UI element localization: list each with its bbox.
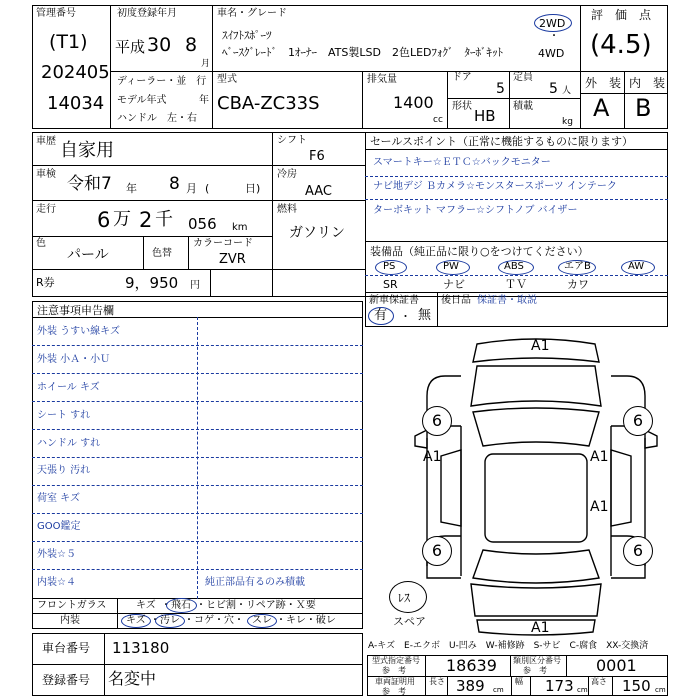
chassis-label: 車台番号 bbox=[42, 641, 91, 655]
mileage-unit: km bbox=[232, 222, 248, 233]
capacity-label: 定員 bbox=[513, 72, 533, 83]
model-code-label: 型式 bbox=[217, 74, 237, 85]
equip-ps: PS bbox=[383, 261, 396, 272]
damage-legend: A-キズ E-エクボ U-凹み W-補修跡 S-サビ C-腐食 XX-交換済 bbox=[368, 641, 649, 651]
doors-value: 5 bbox=[496, 81, 505, 97]
ac-label: 冷房 bbox=[277, 169, 297, 180]
sales-line-2: ナビ地デジ Ｂカメラ☆モンスタースポーツ インテーク bbox=[373, 181, 617, 192]
int-sep: ・ bbox=[150, 615, 160, 626]
exterior-label: 外 装 bbox=[585, 76, 622, 90]
spare-stamp-text: ﾚｽ bbox=[398, 591, 411, 605]
car-name: ｽｲﾌﾄｽﾎﾟｰﾂ bbox=[222, 29, 272, 42]
capacity-value: 5 bbox=[549, 81, 558, 97]
spare-label: スペア bbox=[393, 615, 426, 628]
car-grade: ﾍﾞｰｽｸﾞﾚｰﾄﾞ 1ｵｰﾅｰ ATS製LSD 2色LEDﾌｫｸﾞ ﾀｰﾎﾞｷｯﾄ bbox=[222, 46, 503, 59]
tire-rear-right: 6 bbox=[623, 536, 653, 566]
rating-score: (4.5) bbox=[590, 30, 652, 60]
interior-label: 内 装 bbox=[629, 76, 666, 90]
mileage-man-unit: 万 bbox=[113, 209, 131, 230]
equip-aw: AW bbox=[628, 261, 645, 272]
glass-scratch: キズ bbox=[136, 600, 156, 611]
tire-front-left: 6 bbox=[422, 406, 452, 436]
int-rest: ・キレ・破レ bbox=[276, 615, 336, 626]
damage-a1-rear: A1 bbox=[531, 620, 550, 636]
mileage-sen-unit: 千 bbox=[155, 209, 173, 230]
height-unit: cm bbox=[655, 686, 666, 694]
drive-2wd: 2WD bbox=[539, 17, 566, 30]
warranty-dot: ・ bbox=[400, 310, 411, 323]
int-scratch: キズ bbox=[126, 615, 146, 626]
note-row: シート すれ bbox=[37, 410, 91, 421]
shape-label: 形状 bbox=[452, 101, 472, 112]
lot-code: (T1) bbox=[49, 31, 88, 53]
drive-dot: ・ bbox=[549, 31, 559, 42]
afterday-label: 後日品 bbox=[441, 295, 471, 306]
model-code: CBA-ZC33S bbox=[217, 93, 320, 114]
drive-4wd: 4WD bbox=[538, 47, 565, 60]
height-value: 150 bbox=[622, 677, 651, 695]
recycle-value: 9，950 bbox=[125, 274, 179, 292]
equip-sr: SR bbox=[383, 278, 398, 291]
note-row: 外装☆５ bbox=[37, 549, 76, 560]
equip-abs: ABS bbox=[504, 261, 524, 272]
class-number-label: 類別区分番号 bbox=[513, 656, 561, 665]
inspection-label: 車検 bbox=[36, 169, 56, 180]
equip-navi: ナビ bbox=[443, 278, 465, 291]
mileage-man: 6 bbox=[97, 208, 111, 232]
warranty-label: 新車保証書 bbox=[369, 295, 419, 306]
int-mid: ・コゲ・穴・ bbox=[184, 615, 244, 626]
int-wear: スレ bbox=[252, 615, 272, 626]
first-reg-year: 30 bbox=[147, 34, 172, 56]
damage-a1-left: A1 bbox=[423, 449, 442, 465]
car-name-label: 車名・グレード bbox=[217, 8, 287, 19]
warranty-no: 無 bbox=[418, 308, 432, 323]
notes-title: 注意事項申告欄 bbox=[37, 304, 114, 317]
afterday-value: 保証書・取説 bbox=[477, 295, 537, 306]
genuine-parts-note: 純正部品有るのみ積載 bbox=[205, 577, 305, 588]
inspection-month: 8 bbox=[169, 174, 180, 194]
height-label: 高さ bbox=[591, 677, 607, 686]
shift-value: F6 bbox=[309, 149, 325, 164]
glass-rest: ・ヒビ割・リペア跡・Ｘ要 bbox=[196, 600, 316, 611]
inspection-day-unit: 日) bbox=[245, 182, 261, 195]
warranty-yes: 有 bbox=[374, 308, 388, 323]
length-value: 389 bbox=[456, 677, 485, 695]
sales-title: セールスポイント（正常に機能するものに限ります） bbox=[370, 135, 634, 148]
cert-sub: 参 考 bbox=[382, 687, 406, 696]
note-row: 内装☆４ bbox=[37, 577, 76, 588]
type-designation-label: 型式指定番号 bbox=[372, 656, 420, 665]
tire-rear-left: 6 bbox=[422, 536, 452, 566]
first-reg-era: 平成 bbox=[115, 38, 146, 56]
color-change-label: 色替 bbox=[152, 248, 172, 259]
lot-number-line1: 202405 bbox=[41, 62, 110, 83]
note-row: 天張り 汚れ bbox=[37, 465, 91, 476]
load-label: 積載 bbox=[513, 101, 533, 112]
handle-label: ハンドル 左・右 bbox=[117, 113, 197, 124]
inspection-paren: ( bbox=[205, 182, 210, 195]
rating-label: 評 価 点 bbox=[591, 8, 652, 22]
model-year-unit: 年 bbox=[199, 95, 209, 106]
equip-leather: カワ bbox=[567, 278, 589, 291]
mileage-label: 走行 bbox=[36, 204, 56, 215]
model-year-label: モデル年式 bbox=[117, 95, 167, 106]
usage-label: 車歴 bbox=[36, 136, 56, 147]
doors-label: ドア bbox=[452, 72, 472, 83]
displacement-value: 1400 bbox=[393, 93, 434, 112]
fuel-label: 燃料 bbox=[277, 204, 297, 215]
color-code-label: カラーコード bbox=[193, 238, 253, 249]
note-row: 荷室 キズ bbox=[37, 493, 80, 504]
exterior-grade: A bbox=[593, 94, 610, 122]
front-glass-label: フロントガラス bbox=[37, 600, 107, 611]
color-value: パール bbox=[67, 247, 109, 263]
sales-line-1: スマートキー☆ＥＴＣ☆バックモニター bbox=[373, 157, 551, 168]
width-label: 幅 bbox=[515, 677, 523, 686]
first-reg-month-unit: 月 bbox=[201, 59, 211, 69]
shift-label: シフト bbox=[277, 135, 307, 146]
glass-sep: ・ bbox=[161, 600, 171, 611]
inspection-year-unit: 年 bbox=[126, 182, 137, 195]
chassis-number: 113180 bbox=[112, 639, 170, 657]
inspection-era: 令和7 bbox=[67, 174, 112, 194]
interior-grade: B bbox=[635, 94, 652, 122]
displacement-unit: cc bbox=[433, 115, 443, 125]
cert-label: 車両証明用 bbox=[375, 677, 415, 686]
capacity-unit: 人 bbox=[562, 86, 572, 96]
note-row: ハンドル すれ bbox=[37, 438, 101, 449]
equip-pw: PW bbox=[443, 261, 459, 272]
lot-number-line2: 14034 bbox=[47, 93, 105, 114]
equip-airbag: エアB bbox=[564, 261, 591, 272]
interior-label-row: 内装 bbox=[60, 615, 80, 626]
length-label: 長さ bbox=[429, 677, 445, 686]
regnum-value: 名変中 bbox=[108, 669, 157, 688]
shape-value: HB bbox=[474, 107, 496, 125]
dealer-label: ディーラー・並 行 bbox=[117, 76, 207, 87]
ac-value: AAC bbox=[305, 184, 332, 199]
damage-a1-right: A1 bbox=[590, 449, 609, 465]
regnum-label: 登録番号 bbox=[42, 673, 91, 687]
tire-front-right: 6 bbox=[623, 406, 653, 436]
color-code: ZVR bbox=[219, 252, 246, 267]
damage-a1-right-rear: A1 bbox=[590, 499, 609, 515]
width-unit: cm bbox=[577, 686, 588, 694]
usage-value: 自家用 bbox=[60, 140, 114, 161]
type-designation-number: 18639 bbox=[446, 656, 497, 675]
mileage-rest: 056 bbox=[188, 215, 217, 233]
color-label: 色 bbox=[36, 238, 46, 249]
lot-label: 管理番号 bbox=[36, 8, 76, 19]
damage-a1-front: A1 bbox=[531, 338, 550, 354]
recycle-label: R券 bbox=[36, 276, 55, 289]
length-unit: cm bbox=[493, 686, 504, 694]
inspection-month-unit: 月 bbox=[186, 182, 197, 195]
fuel-value: ガソリン bbox=[289, 225, 345, 241]
displacement-label: 排気量 bbox=[367, 74, 397, 85]
mileage-sen: 2 bbox=[139, 208, 153, 232]
type-designation-sub: 参 考 bbox=[382, 666, 406, 675]
recycle-unit: 円 bbox=[190, 280, 200, 291]
load-unit: kg bbox=[562, 117, 573, 127]
class-number-sub: 参 考 bbox=[523, 666, 547, 675]
width-value: 173 bbox=[545, 677, 574, 695]
note-row: ホイール キズ bbox=[37, 382, 100, 393]
first-reg-month: 8 bbox=[185, 34, 198, 56]
note-row: GOO鑑定 bbox=[37, 521, 81, 532]
class-number-value: 0001 bbox=[596, 656, 637, 675]
header-section bbox=[32, 5, 668, 129]
glass-chip: 飛石 bbox=[171, 600, 191, 611]
note-row: 外装 小Ａ・小Ｕ bbox=[37, 354, 111, 365]
equipment-title: 装備品（純正品に限り○をつけてください） bbox=[370, 245, 589, 258]
first-reg-label: 初度登録年月 bbox=[117, 8, 177, 19]
note-row: 外装 うすい線キズ bbox=[37, 326, 120, 337]
int-stain: 汚レ bbox=[160, 615, 180, 626]
sales-line-3: ターボキット マフラー☆シフトノブ バイザー bbox=[373, 205, 578, 216]
equip-tv: ＴＶ bbox=[505, 278, 527, 291]
